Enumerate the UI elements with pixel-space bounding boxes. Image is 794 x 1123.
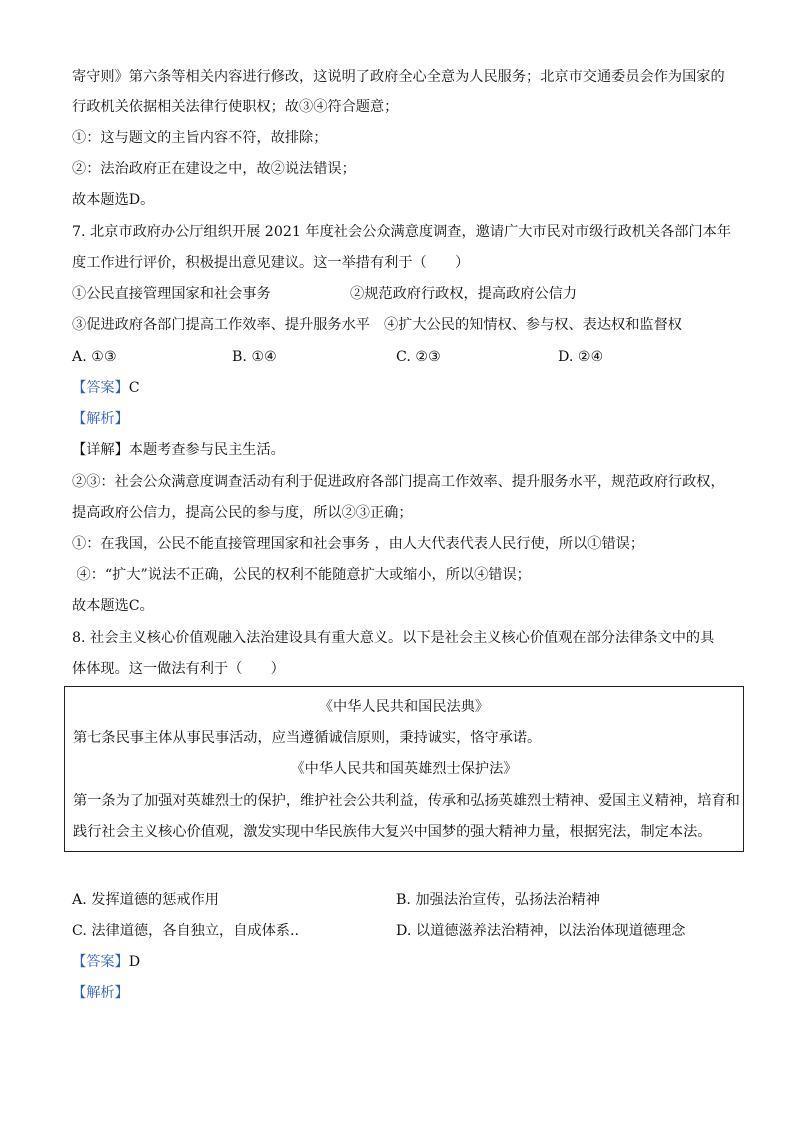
- question-7-item-3: ③促进政府各部门提高工作效率、提升服务水平: [72, 317, 370, 333]
- question-7-detail: [72, 440, 285, 460]
- question-7-stem: 度工作进行评价，积极提出意见建议。这一举措有利于（ ）: [72, 255, 470, 271]
- explanation-line: ④：“扩大”说法不正确，公民的权利不能随意扩大或缩小，所以④错误；: [72, 567, 531, 583]
- question-7-option-b: B. ①④: [232, 349, 277, 365]
- explanation-line: 提高政府公信力，提高公民的参与度，所以②③正确；: [72, 505, 413, 521]
- conclusion-line: 故本题选C。: [72, 598, 154, 614]
- text-line: ①：这与题文的主旨内容不符，故排除；: [72, 130, 328, 146]
- law-title-civil-code: 《中华人民共和国民法典》: [318, 699, 490, 715]
- law-title-hero-protection: 《中华人民共和国英雄烈士保护法》: [290, 761, 518, 777]
- law-article-text: 践行社会主义核心价值观，激发实现中华民族伟大复兴中国梦的强大精神力量，根据宪法，制定本法。: [73, 824, 712, 840]
- question-7-option-d: D. ②④: [558, 349, 604, 365]
- question-7-option-c: C. ②③: [396, 349, 441, 365]
- question-7-stem: 7. 北京市政府办公厅组织开展 2021 年度社会公众满意度调查，邀请广大市民对市级行政机关各部门本年: [72, 224, 732, 240]
- answer-label: 【答案】: [72, 380, 129, 396]
- question-8-stem: 8. 社会主义核心价值观融入法治建设具有重大意义。以下是社会主义核心价值观在部分法律条文中的具: [72, 630, 715, 646]
- explanation-line: ①：在我国，公民不能直接管理国家和社会事务 ，由人大代表代表人民行使，所以①错误；: [72, 536, 645, 552]
- question-8-option-a: A. 发挥道德的惩戒作用: [72, 892, 219, 908]
- law-article-text: 第七条民事主体从事民事活动，应当遵循诚信原则，秉持诚实，恪守承诺。: [73, 730, 542, 746]
- text-line: 寄守则》第六条等相关内容进行修改，这说明了政府全心全意为人民服务；北京市交通委员会作为国家的: [72, 69, 725, 85]
- answer-value: D: [128, 954, 141, 970]
- answer-label: 【答案】: [72, 954, 129, 970]
- text-line: 故本题选D。: [72, 192, 155, 208]
- question-7-analysis-label: 【解析】: [72, 411, 129, 427]
- text-line: 行政机关依据相关法律行使职权；故③④符合题意；: [72, 99, 399, 115]
- law-excerpt-box: [64, 686, 744, 852]
- detail-label: 【详解】: [72, 442, 129, 458]
- question-8-option-d: D. 以道德滋养法治精神，以法治体现道德理念: [396, 923, 686, 939]
- question-7-option-a: A. ①③: [72, 349, 117, 365]
- question-7-answer: [72, 378, 140, 398]
- question-8-analysis-label: 【解析】: [72, 985, 129, 1001]
- question-7-item-2: ②规范政府行政权，提高政府公信力: [350, 286, 578, 302]
- answer-value: C: [128, 380, 140, 396]
- question-8-stem: 体体现。这一做法有利于（ ）: [72, 661, 285, 677]
- question-7-item-4: ④扩大公民的知情权、参与权、表达权和监督权: [384, 317, 682, 333]
- question-8-option-b: B. 加强法治宣传，弘扬法治精神: [396, 892, 600, 908]
- question-8-option-c: C. 法律道德，各自独立，自成体系..: [72, 923, 300, 939]
- detail-text: 本题考查参与民主生活。: [128, 442, 285, 458]
- text-line: ②：法治政府正在建设之中，故②说法错误；: [72, 161, 356, 177]
- question-7-item-1: ①公民直接管理国家和社会事务: [72, 286, 271, 302]
- explanation-line: ②③：社会公众满意度调查活动有利于促进政府各部门提高工作效率、提升服务水平，规范政府行政权，: [72, 474, 725, 490]
- question-8-answer: [72, 952, 140, 972]
- law-article-text: 第一条为了加强对英雄烈士的保护，维护社会公共利益，传承和弘扬英雄烈士精神、爱国主义精神，培育和: [73, 793, 740, 809]
